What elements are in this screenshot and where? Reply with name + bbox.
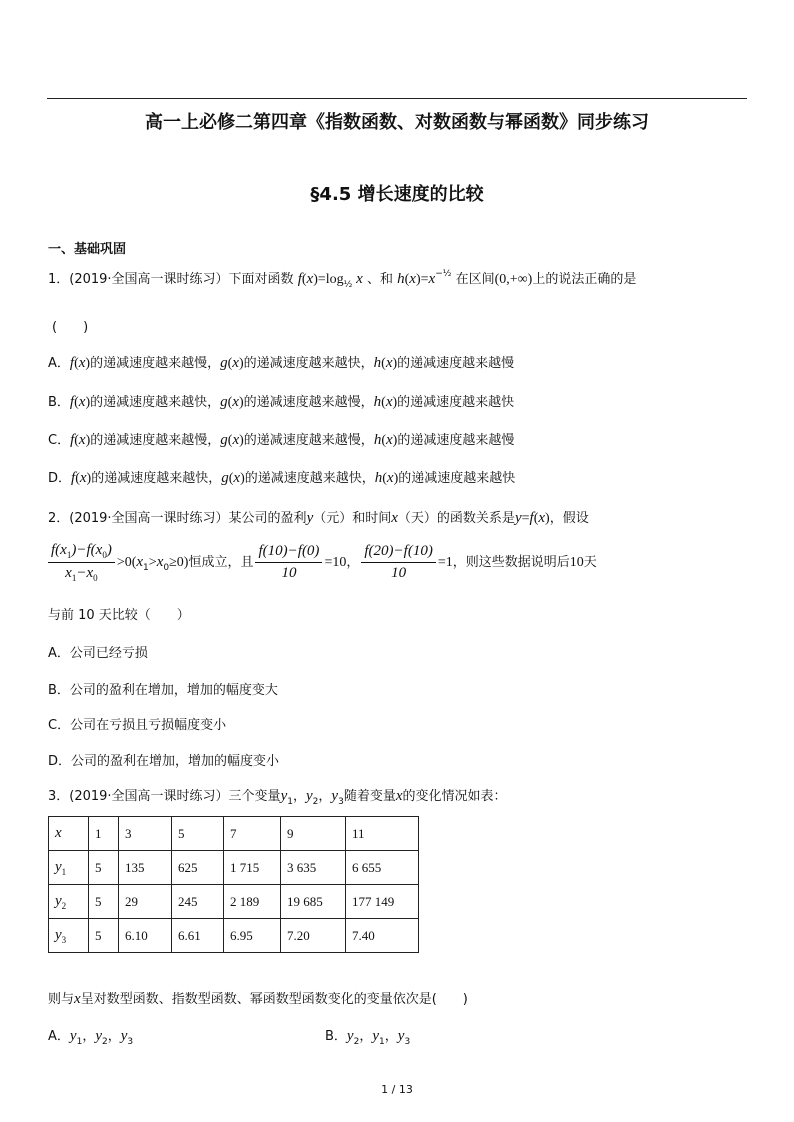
q1-paren: ( ) (52, 320, 89, 335)
q1-option-c: C．f(x)的递减速度越来越慢，g(x)的递减速度越来越慢，h(x)的递减速度越来越慢 (48, 432, 515, 448)
table-cell: 3 635 (281, 851, 346, 885)
q2-condition-line: $\frac{f(x_1)-f(x_0)}{x_1-x_0}$ $>0(x_1>x_0\ge 0)$恒成立，且 $\frac{f(10)-f(0)}{10}$ =10， $\frac{f(20)-f(10)}{10}$ =1，则这些数据说明后10天 (46, 542, 597, 583)
table-row (49, 817, 419, 851)
table-cell: 3 (119, 817, 172, 851)
table-row (49, 885, 419, 919)
table-cell: $y_3$ (49, 919, 89, 953)
table-cell: x (49, 817, 89, 851)
table-cell: 6.61 (172, 919, 224, 953)
table-row (49, 851, 419, 885)
q1-interval: (0,+∞) (494, 272, 533, 287)
q2-line3: 与前 10 天比较（ ） (48, 608, 190, 623)
q2-option-d: D．公司的盈利在增加，增加的幅度变小 (48, 754, 280, 769)
table-row (49, 919, 419, 953)
page-number: 1 / 13 (381, 1083, 413, 1096)
table-cell: 5 (89, 851, 119, 885)
table-cell: $y_1$ (49, 851, 89, 885)
q3-option-a: A．$y_1$，$y_2$，$y_3$ (48, 1028, 134, 1047)
table-cell: 5 (89, 919, 119, 953)
q3-intro: 3．(2019·全国高一课时练习）三个变量$y_1$，$y_2$，$y_3$随着变量x的变化情况如表： (48, 788, 507, 807)
q1-mid: 在区间 (455, 272, 495, 287)
q2-option-b: B．公司的盈利在增加，增加的幅度变大 (48, 683, 278, 698)
q1-sep: 、和 (366, 272, 393, 287)
q3-data-table (48, 816, 419, 953)
q2-difference-quotient: $\frac{f(x_1)-f(x_0)}{x_1-x_0}$ (48, 542, 115, 583)
section-heading: 一、基础巩固 (48, 242, 127, 257)
q1-option-a: A．f(x)的递减速度越来越慢，g(x)的递减速度越来越快，h(x)的递减速度越来越慢 (48, 355, 515, 371)
table-cell: 245 (172, 885, 224, 919)
table-cell: 7.20 (281, 919, 346, 953)
table-cell: 7.40 (346, 919, 419, 953)
q1-f-def: f (297, 271, 302, 287)
q1-prefix: 1．(2019·全国高一课时练习）下面对函数 (48, 272, 294, 287)
table-cell: 5 (172, 817, 224, 851)
table-cell: 2 189 (224, 885, 281, 919)
table-cell: 19 685 (281, 885, 346, 919)
q2-fraction-1: $\frac{f(10)-f(0)}{10}$ (255, 543, 322, 582)
table-cell: 6.95 (224, 919, 281, 953)
q2-option-c: C．公司在亏损且亏损幅度变小 (48, 718, 227, 733)
table-cell: 5 (89, 885, 119, 919)
q3-question: 则与x呈对数型函数、指数型函数、幂函数型函数变化的变量依次是( ) (48, 991, 468, 1007)
q1-option-b: B．f(x)的递减速度越来越快，g(x)的递减速度越来越慢，h(x)的递减速度越来越快 (48, 394, 515, 410)
q2-fraction-2: $\frac{f(20)-f(10)}{10}$ (361, 543, 435, 582)
table-cell: 625 (172, 851, 224, 885)
q1-suffix: 上的说法正确的是 (532, 272, 637, 287)
q3-option-b: B．$y_2$，$y_1$，$y_3$ (325, 1028, 411, 1047)
q2-stem: 2．(2019·全国高一课时练习）某公司的盈利y（元）和时间x（天）的函数关系是y=f(x)，假设 (48, 510, 589, 526)
table-cell: 9 (281, 817, 346, 851)
q2-option-a: A．公司已经亏损 (48, 646, 148, 661)
table-cell: $y_2$ (49, 885, 89, 919)
q1-option-d: D．f(x)的递减速度越来越快，g(x)的递减速度越来越快，h(x)的递减速度越来越快 (48, 470, 516, 486)
page-title: 高一上必修二第四章《指数函数、对数函数与幂函数》同步练习 (145, 112, 649, 133)
table-cell: 1 715 (224, 851, 281, 885)
header-rule (47, 98, 747, 99)
table-cell: 177 149 (346, 885, 419, 919)
q1-h-def: h (397, 271, 405, 287)
table-cell: 6.10 (119, 919, 172, 953)
table-cell: 29 (119, 885, 172, 919)
q1-stem: 1．(2019·全国高一课时练习）下面对函数 $f(x)=\log_{\frac{1}{2}}$ x 、和 $h(x)=x^{-\frac{1}{2}}$ 在区间(0,+∞)上的说法正确的是 (48, 269, 637, 290)
section-subtitle: §4.5 增长速度的比较 (310, 184, 484, 205)
table-cell: 11 (346, 817, 419, 851)
table-cell: 1 (89, 817, 119, 851)
table-cell: 7 (224, 817, 281, 851)
table-cell: 6 655 (346, 851, 419, 885)
table-cell: 135 (119, 851, 172, 885)
